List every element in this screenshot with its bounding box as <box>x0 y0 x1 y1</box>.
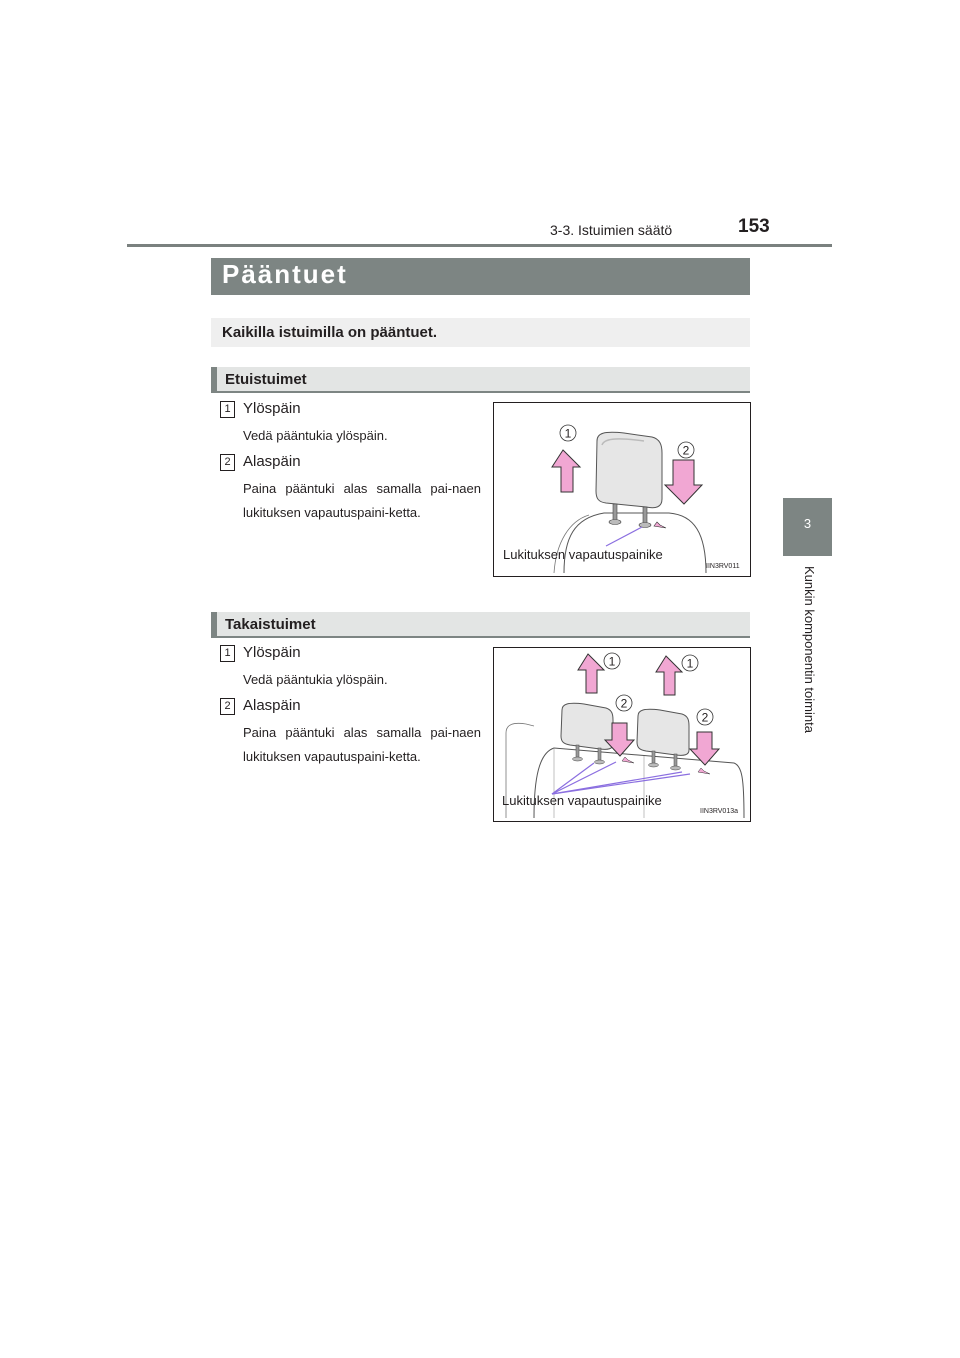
item-description: Vedä pääntukia ylöspäin. <box>243 672 388 687</box>
chapter-number: 3 <box>803 516 812 531</box>
chapter-title: Kunkin komponentin toiminta <box>802 566 817 733</box>
callout-2-label: 2 <box>620 696 628 711</box>
intro-text: Kaikilla istuimilla on pääntuet. <box>222 324 438 341</box>
item-description: Paina pääntuki alas samalla pai-naen lukituksen vapautuspaini-ketta. <box>243 725 481 764</box>
callout-2-label: 2 <box>701 710 709 725</box>
item-title: Alaspäin <box>243 697 301 714</box>
item-title: Alaspäin <box>243 453 301 470</box>
section-title: 3-3. Istuimien säätö <box>550 222 673 238</box>
header-divider <box>127 244 832 247</box>
section-heading-front: Etuistuimet <box>225 371 307 388</box>
figure-caption: Lukituksen vapautuspainike <box>503 547 663 562</box>
callout-1-label: 1 <box>564 426 572 441</box>
item-description: Vedä pääntukia ylöspäin. <box>243 428 388 443</box>
item-title: Ylöspäin <box>243 400 301 417</box>
callout-1-label: 1 <box>608 654 616 669</box>
section-heading-rear: Takaistuimet <box>225 616 316 633</box>
figure-caption: Lukituksen vapautuspainike <box>502 793 662 808</box>
item-title: Ylöspäin <box>243 644 301 661</box>
callout-2-label: 2 <box>682 443 690 458</box>
page-title: Pääntuet <box>222 259 348 289</box>
page-number: 153 <box>738 216 770 237</box>
figure-code: IIN3RV011 <box>706 563 740 570</box>
item-number: 1 <box>220 645 235 662</box>
figure-code: IIN3RV013a <box>700 808 739 815</box>
callout-1-label: 1 <box>686 656 694 671</box>
item-number: 2 <box>220 454 235 471</box>
item-number: 2 <box>220 698 235 715</box>
item-description: Paina pääntuki alas samalla pai-naen lukituksen vapautuspaini-ketta. <box>243 481 481 520</box>
item-number: 1 <box>220 401 235 418</box>
section-heading-marker <box>211 367 217 393</box>
section-heading-marker <box>211 612 217 638</box>
